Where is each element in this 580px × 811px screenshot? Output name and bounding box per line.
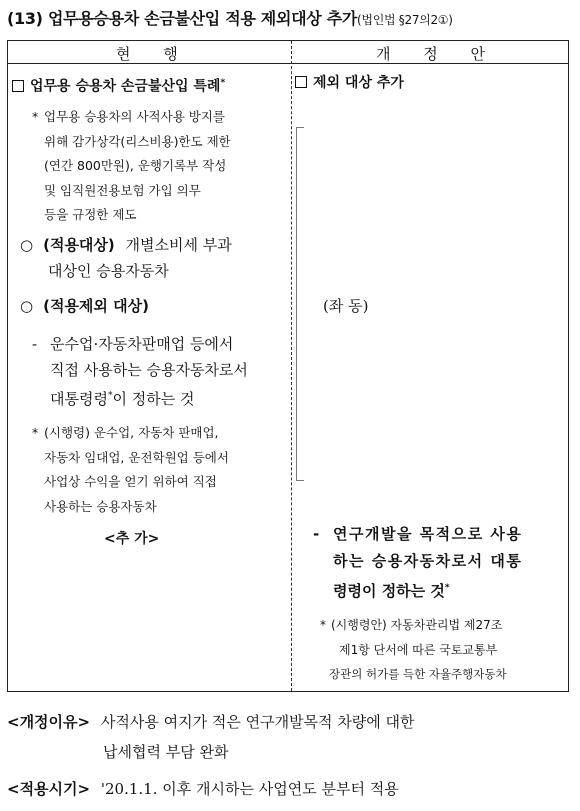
revised-decree: * (시행령안) 자동차관리법 제27조 제1항 단서에 따른 국토교통부 장관의 허가를 득한 자율주행자동차 xyxy=(320,618,507,681)
effective-label: <적용시기> xyxy=(7,780,91,798)
note-line: (연간 800만원), 운행기록부 작성 xyxy=(44,158,227,173)
column-divider xyxy=(291,41,292,691)
excluded-heading: ○ (적용제외 대상) xyxy=(20,297,149,315)
reason-label: <개정이유> xyxy=(7,713,91,731)
section-title: (13) 업무용승용차 손금불산입 적용 제외대상 추가(법인법 §27의2①) xyxy=(7,9,453,28)
subject-block: ○ (적용대상) 개별소비세 부과 대상인 승용자동차 xyxy=(20,236,232,280)
current-decree: * (시행령) 운수업, 자동차 판매업, 자동차 임대업, 운전학원업 등에서 사업상 수익을 얻기 위하여 직접 사용하는 승용자동차 xyxy=(32,425,229,514)
table-header xyxy=(8,41,568,64)
current-note: * 업무용 승용차의 사적사용 방지를 위해 감가상각(리스비용)한도 제한 (연간 800만원), 운행기록부 작성 및 임직원전용보험 가입 의무 등을 규정한 제도 xyxy=(44,105,231,228)
header-revised: 개 정 안 xyxy=(376,45,500,63)
note-line: 및 임직원전용보험 가입 의무 xyxy=(44,182,201,198)
note-line: 업무용 승용차의 사적사용 방지를 xyxy=(44,109,225,124)
reason-block: <개정이유> 사적사용 여지가 적은 연구개발목적 차량에 대한 납세협력 부담 완화 xyxy=(7,713,415,761)
effective-block: <적용시기> '20.1.1. 이후 개시하는 사업연도 분부터 적용 xyxy=(7,780,399,798)
same-bracket xyxy=(296,127,304,481)
same-as-left: (좌 동) xyxy=(323,297,369,315)
checkbox-icon xyxy=(295,76,307,88)
header-current: 현 행 xyxy=(116,45,192,63)
note-line: 등을 규정한 제도 xyxy=(44,207,137,222)
comparison-table xyxy=(7,40,569,692)
excluded-block: - 운수업·자동차판매업 등에서 직접 사용하는 승용자동차로서 대통령령*이 정하는 것 xyxy=(32,335,248,408)
revised-item: 제외 대상 추가 xyxy=(295,71,404,95)
current-item: 업무용 승용차 손금불산입 특례* xyxy=(12,71,225,99)
add-marker: <추 가> xyxy=(104,531,160,547)
revised-new-block: - 연구개발을 목적으로 사용 하는 승용자동차로서 대통 령령이 정하는 것* xyxy=(313,525,523,600)
checkbox-icon xyxy=(12,80,24,92)
law-reference: (법인법 §27의2①) xyxy=(357,13,453,27)
note-line: 위해 감가상각(리스비용)한도 제한 xyxy=(44,133,231,149)
